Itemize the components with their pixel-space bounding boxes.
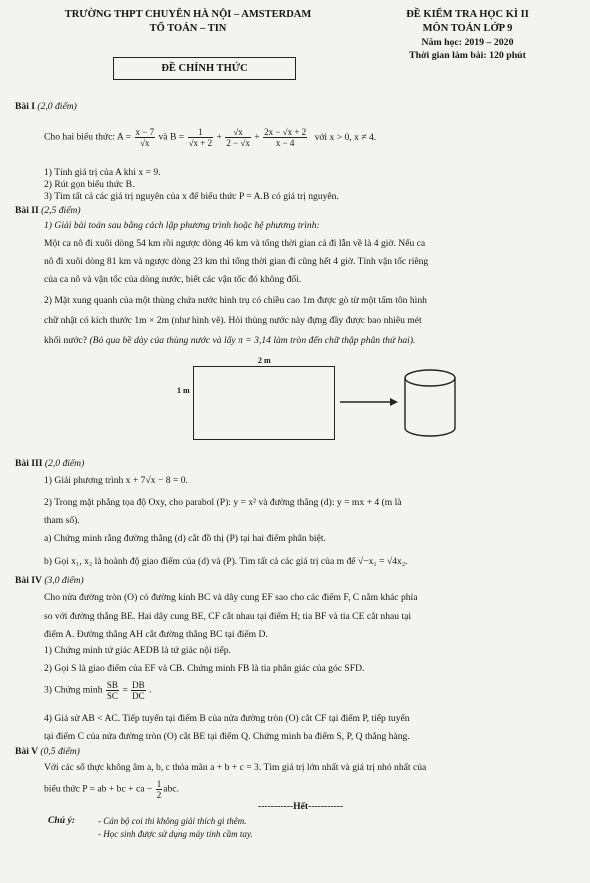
bai2-q2-hint: (Bỏ qua bề dày của thùng nước và lấy π = 3,14 làm tròn đến chữ thập phân thứ hai). — [89, 335, 416, 346]
fraction-SC-denominator: SC — [106, 691, 118, 701]
note-line2: - Học sinh được sử dụng máy tính cầm tay. — [98, 829, 253, 839]
fraction-B2-numerator: √x — [225, 127, 251, 138]
fraction-B2 — [225, 127, 251, 148]
bai1-q2: 2) Rút gọn biểu thức B. — [44, 179, 135, 190]
fraction-B3-numerator: 2x − √x + 2 — [264, 127, 307, 137]
bai5-line2 — [44, 779, 179, 800]
bai2-q1-line3: của ca nô và vận tốc của dòng nước, biết các vận tốc đó không đổi. — [44, 274, 302, 285]
bai4-q2: 2) Gọi S là giao điểm của EF và CB. Chứng minh FB là tia phân giác của góc SFD. — [44, 663, 365, 674]
bai1-expression-line — [44, 127, 376, 148]
bai4-line3: điểm A. Đường thẳng AH cắt đường thẳng BC tại điểm D. — [44, 629, 268, 640]
bai3-heading — [15, 458, 84, 470]
note-label: Chú ý: — [48, 815, 75, 826]
exam-title: ĐỀ KIỂM TRA HỌC KÌ II — [406, 9, 529, 20]
bai2-q2-line2: chữ nhật có kích thước 1m × 2m (như hình vẽ). Hỏi thùng nước này đựng đầy được bao nhiêu mét — [44, 315, 422, 326]
fraction-B2-denominator: 2 − √x — [226, 138, 250, 148]
bai3-title: Bài III — [15, 458, 43, 469]
bai4-q1: 1) Chứng minh tứ giác AEDB là tứ giác nội tiếp. — [44, 645, 231, 656]
note-line1: - Cán bộ coi thi không giải thích gì thêm. — [98, 816, 247, 826]
bai5-line1: Với các số thực không âm a, b, c thỏa mãn a + b + c = 3. Tìm giá trị lớn nhất và giá trị nhỏ nhất của — [44, 762, 427, 773]
half-numerator: 1 — [156, 779, 162, 789]
exam-subject: MÔN TOÁN LỚP 9 — [422, 23, 513, 34]
figure-height-label: 1 m — [177, 386, 190, 395]
fraction-one-half — [156, 779, 163, 800]
rectangle-sheet-figure — [193, 366, 335, 440]
bai4-points: (3,0 điểm) — [44, 575, 84, 586]
bai2-title: Bài II — [15, 205, 39, 216]
bai5-heading — [15, 746, 80, 758]
bai5-points: (0,5 điểm) — [40, 746, 80, 757]
bai2-heading — [15, 205, 81, 217]
bai2-q2-question: khối nước? — [44, 335, 90, 346]
fraction-B3 — [263, 127, 307, 148]
bai5-title: Bài V — [15, 746, 39, 757]
department-name: TỔ TOÁN – TIN — [149, 23, 227, 34]
bai4-q4-line2: tại điểm C của nửa đường tròn (O) cắt BE tại điểm Q. Chứng minh ba điểm S, P, Q thẳng hàng. — [44, 731, 410, 742]
fraction-SB-SC — [106, 680, 119, 701]
fraction-DB-DC — [131, 680, 146, 701]
plus-sign: + — [254, 131, 260, 143]
fraction-B1-numerator: 1 — [188, 127, 214, 138]
bai1-intro: Cho hai biểu thức: A = — [44, 131, 132, 143]
bai1-q3: 3) Tìm tất cả các giá trị nguyên của x để biểu thức P = A.B có giá trị nguyên. — [44, 191, 339, 202]
bai1-heading — [15, 101, 77, 113]
bai2-q1-line2: nô đi xuôi dòng 81 km và ngược dòng 23 km thì tổng thời gian đi cũng hết 4 giờ. Tính vận tốc riêng — [44, 256, 429, 267]
bai2-q1-intro: 1) Giải bài toán sau bằng cách lập phương trình hoặc hệ phương trình: — [44, 220, 320, 231]
bai2-q2-line1: 2) Mặt xung quanh của một thùng chứa nước hình trụ có chiều cao 1m được gò từ một tấm tôn hình — [44, 295, 427, 306]
bai3-points: (2,0 điểm) — [44, 458, 85, 469]
end-marker: -----------Hết----------- — [258, 801, 344, 812]
official-exam-box: ĐỀ CHÍNH THỨC — [113, 57, 296, 80]
school-name: TRƯỜNG THPT CHUYÊN HÀ NỘI – AMSTERDAM — [64, 9, 312, 20]
bai4-line1: Cho nửa đường tròn (O) có đường kính BC và dây cung EF sao cho các điểm F, C nằm khác phía — [44, 592, 418, 603]
fraction-SB-numerator: SB — [106, 680, 118, 690]
bai1-condition: với x > 0, x ≠ 4. — [314, 131, 377, 143]
cylinder-figure — [400, 368, 460, 448]
fraction-B1-denominator: √x + 2 — [188, 138, 213, 148]
bai5-expression: biểu thức P = ab + bc + ca − — [44, 783, 153, 795]
bai4-q3-text: 3) Chứng minh — [44, 684, 103, 696]
school-year: Năm học: 2019 – 2020 — [421, 37, 514, 48]
bai4-q4-line1: 4) Giả sử AB < AC. Tiếp tuyến tại điểm B của nửa đường tròn (O) cắt CF tại điểm P, tiếp tuyến — [44, 713, 410, 724]
bai4-title: Bài IV — [15, 575, 42, 586]
bai5-expression-end: abc. — [163, 783, 179, 795]
figure-width-label: 2 m — [258, 356, 271, 365]
fraction-A — [135, 127, 156, 148]
bai3-qa: a) Chứng minh rằng đường thẳng (d) cắt đồ thị (P) tại hai điểm phân biệt. — [44, 533, 326, 544]
bai4-q3 — [44, 680, 151, 701]
bai2-q2-line3 — [44, 335, 415, 347]
bai1-q1: 1) Tính giá trị của A khi x = 9. — [44, 167, 161, 178]
half-denominator: 2 — [156, 790, 162, 800]
fraction-A-denominator: √x — [140, 138, 150, 148]
fraction-A-numerator: x − 7 — [135, 127, 155, 137]
arrow-icon — [340, 396, 400, 408]
bai4-line2: so với đường thẳng BE. Hai dây cung BE, CF cắt nhau tại điểm H; tia BF và tia CE cắt nhau tại — [44, 611, 412, 622]
plus-sign: + — [216, 131, 222, 143]
bai1-title: Bài I — [15, 101, 35, 112]
bai2-points: (2,5 điểm) — [41, 205, 81, 216]
bai3-qb: b) Gọi x₁, x₂ là hoành độ giao điểm của (d) và (P). Tìm tất cả các giá trị của m để √−x₁ = √4x₂. — [44, 556, 408, 567]
bai3-q2-line1: 2) Trong mặt phẳng tọa độ Oxy, cho parabol (P): y = x² và đường thẳng (d): y = mx + 4 (m là — [44, 497, 402, 508]
exam-duration: Thời gian làm bài: 120 phút — [409, 50, 526, 61]
bai3-q1: 1) Giải phương trình x + 7√x − 8 = 0. — [44, 475, 188, 486]
bai1-and-B: và B = — [158, 131, 185, 143]
bai4-heading — [15, 575, 84, 587]
period: . — [149, 684, 152, 696]
fraction-DB-numerator: DB — [132, 680, 145, 690]
fraction-DC-denominator: DC — [132, 691, 145, 701]
fraction-B1 — [188, 127, 214, 148]
bai3-q2-line2: tham số). — [44, 515, 80, 526]
bai2-q1-line1: Một ca nô đi xuôi dòng 54 km rồi ngược dòng 46 km và tổng thời gian cả đi lẫn về là 4 giờ. Nếu ca — [44, 238, 426, 249]
bai1-points: (2,0 điểm) — [37, 101, 77, 112]
equals-sign: = — [122, 684, 128, 696]
fraction-B3-denominator: x − 4 — [275, 138, 295, 148]
